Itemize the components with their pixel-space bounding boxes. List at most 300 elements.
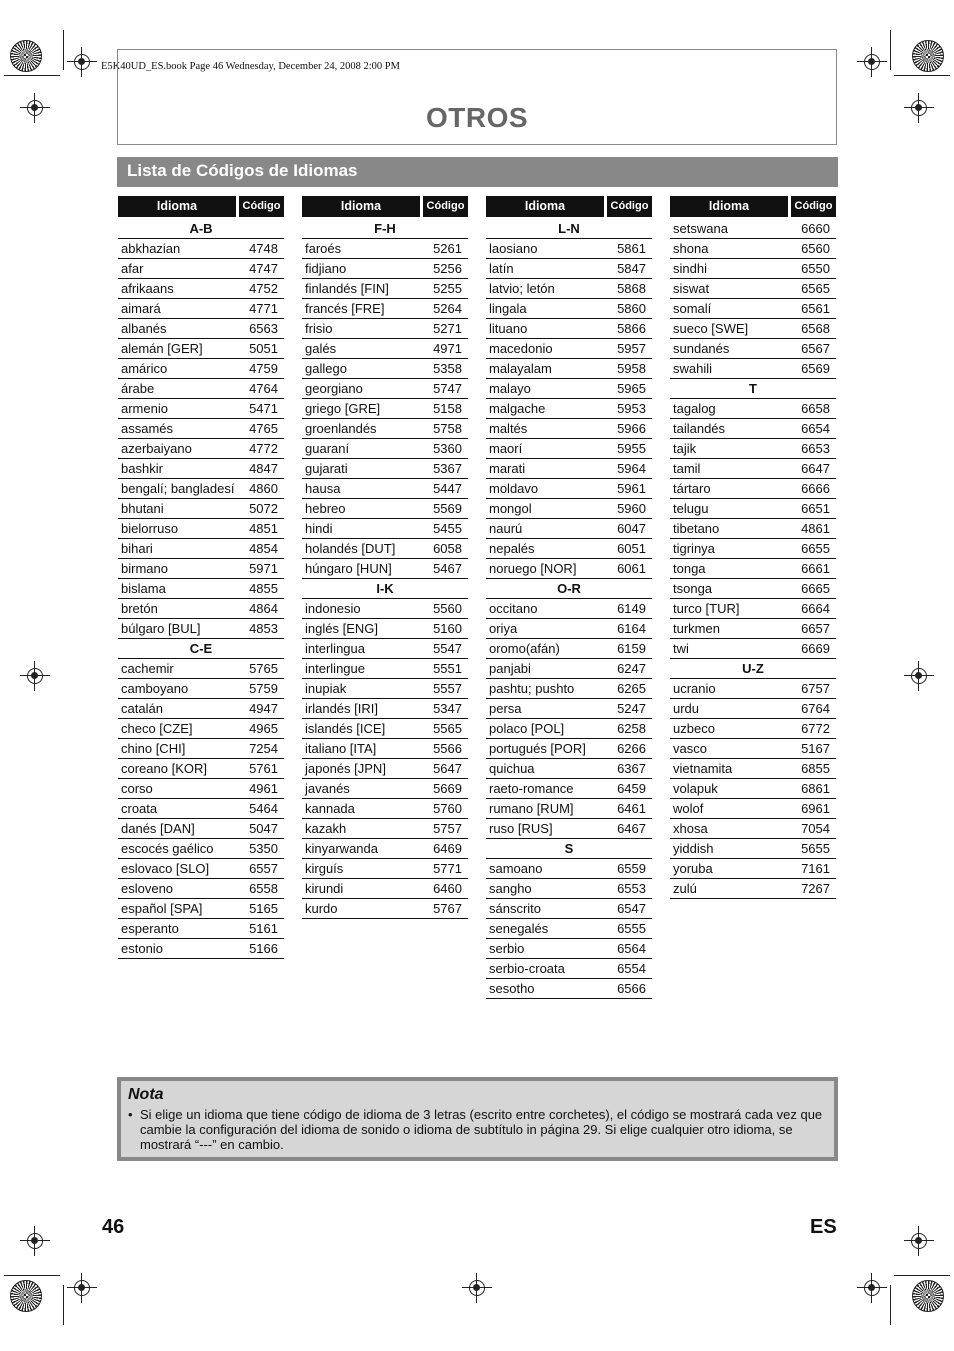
language-name: bislama: [121, 581, 166, 596]
language-name: tigrinya: [673, 541, 715, 556]
language-code: 4764: [249, 381, 278, 396]
table-row: [670, 419, 836, 439]
table-row: [486, 779, 652, 799]
language-name: vasco: [673, 741, 707, 756]
language-name: bielorruso: [121, 521, 179, 536]
language-name: indonesio: [305, 601, 361, 616]
language-code: 4759: [249, 361, 278, 376]
language-name: coreano [KOR]: [121, 761, 207, 776]
language-name: hebreo: [305, 501, 346, 516]
language-marker: ES: [810, 1216, 837, 1238]
language-code: 5255: [433, 281, 462, 296]
crosshair-mark-icon: [904, 661, 934, 691]
table-row: [670, 299, 836, 319]
language-code: 4855: [249, 581, 278, 596]
table-row: [486, 459, 652, 479]
table-row: [302, 459, 468, 479]
table-row: [302, 719, 468, 739]
language-code: 5566: [433, 741, 462, 756]
table-row: [670, 339, 836, 359]
language-name: setswana: [673, 221, 728, 236]
language-code: 6559: [617, 861, 646, 876]
table-row: [486, 259, 652, 279]
language-code: 6669: [801, 641, 830, 656]
header-codigo: Código: [423, 196, 468, 217]
table-row: [486, 379, 652, 399]
table-row: [486, 639, 652, 659]
language-code: 5759: [249, 681, 278, 696]
language-code: 5647: [433, 761, 462, 776]
language-code: 6560: [801, 241, 830, 256]
table-row: [302, 639, 468, 659]
language-name: javanés: [305, 781, 350, 796]
table-row: [670, 319, 836, 339]
table-row: [486, 859, 652, 879]
language-name: yoruba: [673, 861, 713, 876]
language-name: lingala: [489, 301, 527, 316]
language-code: 7254: [249, 741, 278, 756]
table-row: [118, 299, 284, 319]
language-name: birmano: [121, 561, 168, 576]
language-code: 5771: [433, 861, 462, 876]
language-name: groenlandés: [305, 421, 377, 436]
language-code: 5960: [617, 501, 646, 516]
language-name: sueco [SWE]: [673, 321, 749, 336]
language-name: polaco [POL]: [489, 721, 565, 736]
trim-line: [4, 1275, 60, 1276]
language-code: 5847: [617, 261, 646, 276]
table-row: [486, 959, 652, 979]
language-code: 6460: [433, 881, 462, 896]
group-heading: [670, 659, 836, 679]
language-name: urdu: [673, 701, 700, 716]
table-row: [670, 759, 836, 779]
language-code: 5447: [433, 481, 462, 496]
language-name: oromo(afán): [489, 641, 560, 656]
language-code: 5347: [433, 701, 462, 716]
language-name: maorí: [489, 441, 523, 456]
language-name: islandés [ICE]: [305, 721, 386, 736]
language-name: sangho: [489, 881, 532, 896]
language-code: 6555: [617, 921, 646, 936]
table-row: [302, 299, 468, 319]
group-label: A-B: [189, 221, 213, 236]
language-code: 6047: [617, 521, 646, 536]
trim-line: [890, 1285, 891, 1325]
note-title: Nota: [128, 1086, 164, 1103]
language-name: francés [FRE]: [305, 301, 385, 316]
language-code: 5669: [433, 781, 462, 796]
language-code: 5953: [617, 401, 646, 416]
header-idioma: Idioma: [302, 196, 420, 217]
language-name: serbio: [489, 941, 525, 956]
language-code: 6657: [801, 621, 830, 636]
language-name: raeto-romance: [489, 781, 574, 796]
language-code: 5868: [617, 281, 646, 296]
table-row: [302, 799, 468, 819]
table-row: [302, 879, 468, 899]
language-code: 5560: [433, 601, 462, 616]
language-code: 5747: [433, 381, 462, 396]
language-code: 5455: [433, 521, 462, 536]
table-row: [302, 759, 468, 779]
table-row: [486, 479, 652, 499]
language-name: panjabi: [489, 661, 531, 676]
table-row: [486, 719, 652, 739]
language-name: eslovaco [SLO]: [121, 861, 210, 876]
language-code: 6658: [801, 401, 830, 416]
trim-line: [63, 30, 64, 70]
language-name: assamés: [121, 421, 174, 436]
table-row: [670, 719, 836, 739]
language-code: 5247: [617, 701, 646, 716]
header-codigo: Código: [607, 196, 652, 217]
table-row: [302, 779, 468, 799]
table-row: [486, 319, 652, 339]
language-name: lituano: [489, 321, 528, 336]
language-name: yiddish: [673, 841, 714, 856]
language-name: turkmen: [673, 621, 720, 636]
group-label: C-E: [189, 641, 213, 656]
language-name: holandés [DUT]: [305, 541, 396, 556]
language-name: oriya: [489, 621, 518, 636]
language-name: tsonga: [673, 581, 713, 596]
trim-line: [894, 75, 950, 76]
language-name: bretón: [121, 601, 158, 616]
note-text: [128, 1107, 823, 1152]
language-code: 5765: [249, 661, 278, 676]
language-name: latvio; letón: [489, 281, 555, 296]
table-row: [486, 879, 652, 899]
group-heading: [302, 219, 468, 239]
table-row: [670, 639, 836, 659]
language-name: maltés: [489, 421, 528, 436]
language-name: griego [GRE]: [305, 401, 381, 416]
language-code: 5471: [249, 401, 278, 416]
table-header: [486, 196, 652, 217]
language-name: laosiano: [489, 241, 538, 256]
language-name: inupiak: [305, 681, 347, 696]
table-row: [302, 499, 468, 519]
language-code: 5047: [249, 821, 278, 836]
language-code: 6553: [617, 881, 646, 896]
registration-starburst-icon: [912, 1280, 944, 1312]
language-name: aimará: [121, 301, 161, 316]
language-code: 6654: [801, 421, 830, 436]
table-row: [486, 799, 652, 819]
table-row: [118, 859, 284, 879]
table-row: [118, 239, 284, 259]
language-name: tártaro: [673, 481, 711, 496]
table-row: [302, 439, 468, 459]
language-name: rumano [RUM]: [489, 801, 574, 816]
language-code: 7267: [801, 881, 830, 896]
table-header: [302, 196, 468, 217]
language-code: 4965: [249, 721, 278, 736]
language-code: 6550: [801, 261, 830, 276]
language-name: siswat: [673, 281, 710, 296]
trim-line: [894, 1275, 950, 1276]
table-row: [118, 259, 284, 279]
header-idioma: Idioma: [118, 196, 236, 217]
crosshair-mark-icon: [20, 661, 50, 691]
language-code: 6569: [801, 361, 830, 376]
crosshair-mark-icon: [904, 93, 934, 123]
table-row: [118, 599, 284, 619]
language-name: volapuk: [673, 781, 718, 796]
language-name: kirundi: [305, 881, 344, 896]
language-name: inglés [ENG]: [305, 621, 378, 636]
table-row: [486, 899, 652, 919]
language-code: 4961: [249, 781, 278, 796]
language-name: irlandés [IRI]: [305, 701, 378, 716]
language-code: 5166: [249, 941, 278, 956]
table-row: [118, 839, 284, 859]
language-code: 6557: [249, 861, 278, 876]
language-code: 5957: [617, 341, 646, 356]
language-code: 5167: [801, 741, 830, 756]
language-code: 4854: [249, 541, 278, 556]
table-row: [670, 779, 836, 799]
language-code: 6459: [617, 781, 646, 796]
table-row: [486, 539, 652, 559]
language-name: gallego: [305, 361, 347, 376]
book-info-line: E5K40UD_ES.book Page 46 Wednesday, December 24, 2008 2:00 PM: [101, 61, 400, 72]
group-label: L-N: [558, 221, 580, 236]
language-code: 5760: [433, 801, 462, 816]
language-name: amárico: [121, 361, 168, 376]
language-code: 6558: [249, 881, 278, 896]
trim-line: [63, 1285, 64, 1325]
language-name: malayo: [489, 381, 531, 396]
language-code: 6666: [801, 481, 830, 496]
table-row: [486, 359, 652, 379]
table-row: [670, 859, 836, 879]
table-row: [118, 439, 284, 459]
table-row: [302, 479, 468, 499]
language-name: sindhi: [673, 261, 707, 276]
table-row: [486, 419, 652, 439]
page-title: OTROS: [425, 102, 529, 133]
group-heading: [486, 839, 652, 859]
language-code: 6567: [801, 341, 830, 356]
group-heading: [486, 579, 652, 599]
language-name: finlandés [FIN]: [305, 281, 389, 296]
table-row: [486, 759, 652, 779]
language-name: italiano [ITA]: [305, 741, 377, 756]
language-name: catalán: [121, 701, 163, 716]
language-name: zulú: [673, 881, 697, 896]
table-row: [670, 399, 836, 419]
language-code: 6565: [801, 281, 830, 296]
language-name: shona: [673, 241, 709, 256]
language-code: 6757: [801, 681, 830, 696]
language-code: 5767: [433, 901, 462, 916]
language-code: 5358: [433, 361, 462, 376]
language-code: 6961: [801, 801, 830, 816]
language-code: 6547: [617, 901, 646, 916]
language-code: 5261: [433, 241, 462, 256]
language-name: búlgaro [BUL]: [121, 621, 201, 636]
language-name: danés [DAN]: [121, 821, 195, 836]
table-row: [670, 479, 836, 499]
language-name: latín: [489, 261, 514, 276]
table-row: [118, 799, 284, 819]
language-name: sesotho: [489, 981, 535, 996]
language-code: 4752: [249, 281, 278, 296]
language-code: 4860: [249, 481, 278, 496]
language-code: 6861: [801, 781, 830, 796]
table-row: [118, 819, 284, 839]
language-code: 5761: [249, 761, 278, 776]
language-code: 5860: [617, 301, 646, 316]
language-name: tonga: [673, 561, 706, 576]
language-name: abkhazian: [121, 241, 181, 256]
language-code: 6051: [617, 541, 646, 556]
language-name: occitano: [489, 601, 538, 616]
language-name: kurdo: [305, 901, 338, 916]
note-inner: [121, 1081, 834, 1157]
language-code: 5547: [433, 641, 462, 656]
table-row: [486, 939, 652, 959]
language-name: croata: [121, 801, 158, 816]
language-name: afrikaans: [121, 281, 174, 296]
table-row: [302, 359, 468, 379]
language-name: somalí: [673, 301, 712, 316]
language-name: kirguís: [305, 861, 344, 876]
language-code: 4847: [249, 461, 278, 476]
language-name: alemán [GER]: [121, 341, 203, 356]
language-code: 5866: [617, 321, 646, 336]
table-row: [302, 279, 468, 299]
language-name: sundanés: [673, 341, 730, 356]
language-name: moldavo: [489, 481, 539, 496]
language-name: wolof: [673, 801, 704, 816]
language-code: 5569: [433, 501, 462, 516]
language-name: azerbaiyano: [121, 441, 192, 456]
language-code: 6467: [617, 821, 646, 836]
crosshair-mark-icon: [67, 1273, 97, 1303]
table-row: [670, 279, 836, 299]
table-row: [118, 419, 284, 439]
language-name: estonio: [121, 941, 163, 956]
language-code: 6655: [801, 541, 830, 556]
table-row: [118, 679, 284, 699]
table-row: [302, 259, 468, 279]
language-name: quichua: [489, 761, 535, 776]
note-box: [117, 1077, 838, 1161]
language-name: tagalog: [673, 401, 716, 416]
language-name: malayalam: [489, 361, 552, 376]
table-row: [486, 699, 652, 719]
language-name: húngaro [HUN]: [305, 561, 392, 576]
language-name: albanés: [121, 321, 167, 336]
group-heading: [486, 219, 652, 239]
language-name: camboyano: [121, 681, 189, 696]
table-header: [118, 196, 284, 217]
table-row: [670, 739, 836, 759]
table-row: [118, 619, 284, 639]
language-code: 5158: [433, 401, 462, 416]
language-name: afar: [121, 261, 144, 276]
table-row: [118, 499, 284, 519]
table-row: [670, 579, 836, 599]
language-code: 4851: [249, 521, 278, 536]
language-name: mongol: [489, 501, 532, 516]
table-row: [670, 679, 836, 699]
language-code: 6647: [801, 461, 830, 476]
table-row: [118, 279, 284, 299]
table-row: [118, 879, 284, 899]
language-code: 6367: [617, 761, 646, 776]
language-code: 4747: [249, 261, 278, 276]
crosshair-mark-icon: [20, 1226, 50, 1256]
language-name: esloveno: [121, 881, 174, 896]
language-name: corso: [121, 781, 153, 796]
table-row: [302, 559, 468, 579]
language-name: turco [TUR]: [673, 601, 740, 616]
table-row: [670, 699, 836, 719]
language-code: 6265: [617, 681, 646, 696]
table-row: [118, 779, 284, 799]
table-row: [486, 739, 652, 759]
language-name: ucranio: [673, 681, 716, 696]
table-row: [670, 819, 836, 839]
language-code: 6772: [801, 721, 830, 736]
language-code: 5958: [617, 361, 646, 376]
language-code: 5161: [249, 921, 278, 936]
language-name: pashtu; pushto: [489, 681, 575, 696]
group-label: I-K: [376, 581, 394, 596]
language-name: senegalés: [489, 921, 549, 936]
language-name: cachemir: [121, 661, 174, 676]
section-title-bar: [117, 157, 838, 187]
table-row: [670, 219, 836, 239]
table-row: [670, 599, 836, 619]
table-row: [302, 339, 468, 359]
language-code: 5965: [617, 381, 646, 396]
table-row: [302, 419, 468, 439]
language-name: árabe: [121, 381, 155, 396]
table-row: [302, 399, 468, 419]
crosshair-mark-icon: [904, 1226, 934, 1256]
language-name: fidjiano: [305, 261, 347, 276]
table-row: [670, 519, 836, 539]
language-code: 5565: [433, 721, 462, 736]
language-code: 6058: [433, 541, 462, 556]
table-row: [486, 519, 652, 539]
table-row: [118, 359, 284, 379]
table-row: [670, 439, 836, 459]
language-code: 5467: [433, 561, 462, 576]
language-name: telugu: [673, 501, 709, 516]
group-label: U-Z: [742, 661, 764, 676]
language-name: persa: [489, 701, 522, 716]
table-row: [670, 619, 836, 639]
language-name: esperanto: [121, 921, 179, 936]
language-code: 7054: [801, 821, 830, 836]
table-row: [302, 699, 468, 719]
table-row: [118, 539, 284, 559]
crosshair-mark-icon: [857, 47, 887, 77]
language-name: japonés [JPN]: [305, 761, 386, 776]
registration-starburst-icon: [10, 1280, 42, 1312]
table-row: [670, 499, 836, 519]
table-row: [118, 939, 284, 959]
trim-line: [4, 75, 60, 76]
language-code: 6661: [801, 561, 830, 576]
table-row: [118, 719, 284, 739]
